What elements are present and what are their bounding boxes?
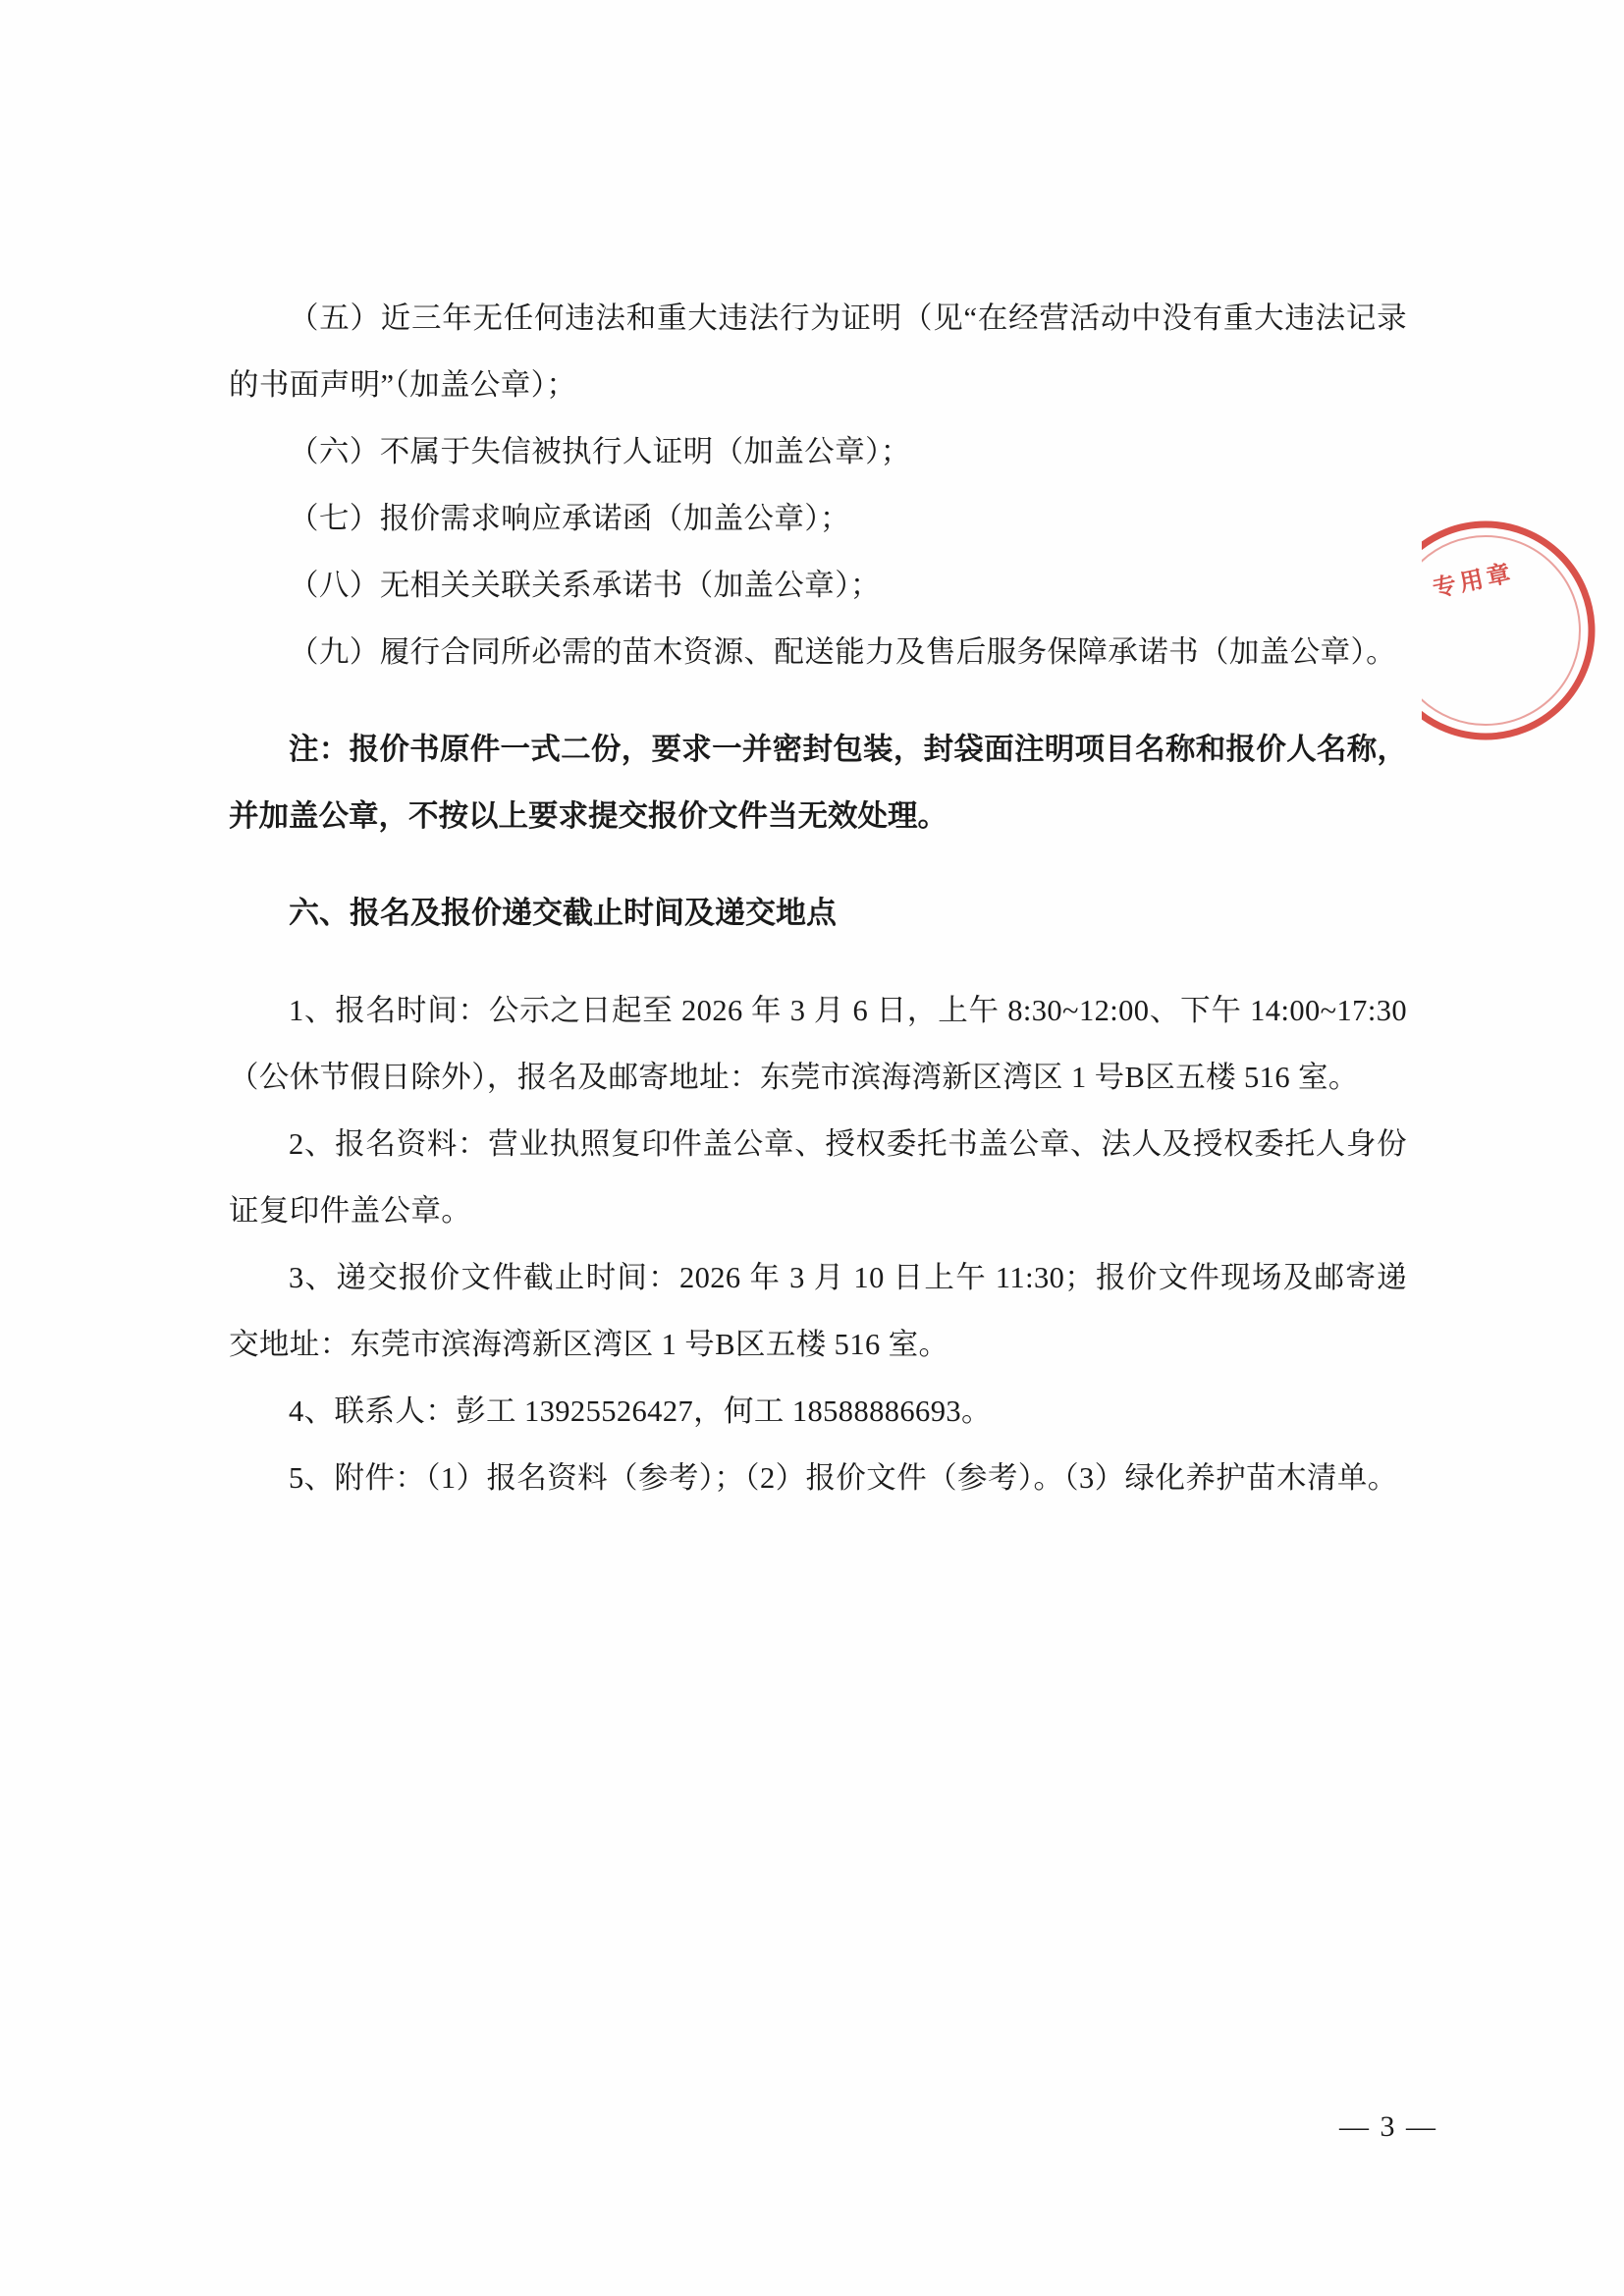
sub-item-5: 5、附件：（1）报名资料（参考）；（2）报价文件（参考）。（3）绿化养护苗木清单。 — [289, 1460, 1398, 1495]
list-item-8: （八）无相关关联关系承诺书（加盖公章）； — [289, 569, 881, 602]
list-item-5: （五）近三年无任何违法和重大违法行为证明（见“在经营活动中没有重大违法记录的书面声明”（加盖公章）； — [229, 301, 1407, 402]
sub-item-1: 1、报名时间：公示之日起至 2026 年 3 月 6 日，上午 8:30~12:00、下午 14:00~17:30（公休节假日除外），报名及邮寄地址：东莞市滨海湾新区湾区 1 号B区五楼 516 室。 — [229, 993, 1407, 1094]
list-item-9: （九）履行合同所必需的苗木资源、配送能力及售后服务保障承诺书（加盖公章）。 — [289, 635, 1397, 669]
list-item-7: （七）报价需求响应承诺函（加盖公章）； — [289, 502, 850, 535]
document-body — [229, 285, 1407, 1511]
sub-item-2: 2、报名资料：营业执照复印件盖公章、授权委托书盖公章、法人及授权委托人身份证复印件盖公章。 — [229, 1126, 1407, 1228]
sub-item-4: 4、联系人：彭工 13925526427，何工 18588886693。 — [289, 1394, 992, 1428]
sub-item-3: 3、递交报价文件截止时间：2026 年 3 月 10 日上午 11:30；报价文件现场及邮寄递交地址：东莞市滨海湾新区湾区 1 号B区五楼 516 室。 — [229, 1260, 1407, 1361]
note-paragraph: 注：报价书原件一式二份，要求一并密封包装，封袋面注明项目名称和报价人名称，并加盖公章，不按以上要求提交报价文件当无效处理。 — [229, 732, 1407, 833]
red-seal-text: 专用章 — [1431, 560, 1517, 603]
section-heading-six: 六、报名及报价递交截止时间及递交地点 — [289, 895, 837, 930]
list-item-6: （六）不属于失信被执行人证明（加盖公章）； — [289, 435, 911, 468]
page-number: — 3 — — [1339, 2110, 1437, 2143]
